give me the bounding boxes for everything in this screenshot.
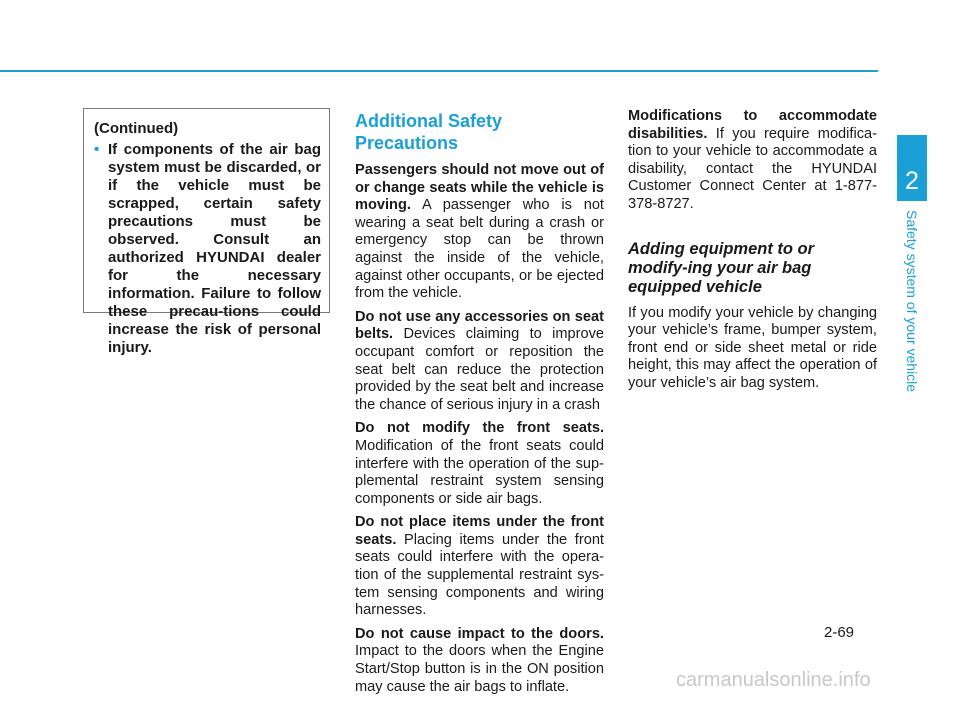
paragraph-text: Impact to the doors when the Engine Start/Stop button is in the ON position may cause the air bags to inflate.	[355, 643, 604, 695]
bullet-icon: •	[94, 141, 100, 158]
warning-item	[94, 141, 321, 357]
warning-box	[83, 108, 330, 356]
paragraph-text: A passenger who is not wearing a seat belt during a crash or emergency stop can be thrown against the inside of the vehicle, against other occupants, or be ejected from the vehicle.	[355, 197, 604, 302]
paragraph-lead: Modifications to accommodate disabilities.	[628, 108, 877, 142]
watermark-text: carmanualsonline.info	[676, 669, 871, 691]
paragraph-text: If you require modifica-tion to your vehicle to accommodate a disability, contact the HYUNDAI Customer Connect Center at 1-877-378-8727.	[628, 125, 877, 212]
chapter-title: Safety system of your vehicle	[904, 210, 920, 393]
paragraph	[355, 162, 604, 303]
page-number: 2-69	[824, 624, 855, 641]
subsection-heading: Adding equipment to or modify-ing your air bag equipped vehicle	[628, 239, 815, 296]
paragraph	[355, 514, 604, 620]
paragraph-text: Modification of the front seats could interfere with the operation of the sup-plemental restraint system sensing components or side air bags.	[355, 437, 604, 507]
continued-label: (Continued)	[94, 120, 179, 137]
paragraph-lead: Passengers should not move out of or change seats while the vehicle is moving.	[355, 162, 604, 214]
paragraph-lead: Do not cause impact to the doors.	[355, 625, 604, 642]
paragraph-text: If you modify your vehicle by changing your vehicle’s frame, bumper system, front end or side sheet metal or ride height, this may affect the operation of your vehicle’s air bag system.	[628, 304, 877, 391]
paragraph	[355, 309, 604, 415]
paragraph-text: Devices claiming to improve occupant comfort or reposition the seat belt can reduce the protection provided by the seat belt and increase the chance of serious injury in a crash	[355, 326, 604, 413]
paragraph	[628, 108, 877, 214]
paragraph	[355, 420, 604, 508]
section-title: Additional Safety Precautions	[355, 111, 503, 153]
warning-text: If components of the air bag system must be discarded, or if the vehicle must be scrapped, certain safety precautions must be observed. Consult an authorized HYUNDAI dealer for the necessary information. Failure to follow these precau-tions could increase the risk of personal injury.	[108, 141, 321, 356]
paragraph-lead: Do not place items under the front seats.	[355, 514, 604, 548]
paragraph-lead: Do not modify the front seats.	[355, 420, 604, 437]
column-right	[628, 108, 877, 399]
chapter-number: 2	[905, 167, 919, 195]
paragraph-text: Placing items under the front seats could interfere with the opera-tion of the supplemental restraint sys-tem sensing components and wiring harnesses.	[355, 531, 604, 619]
paragraph-lead: Do not use any accessories on seat belts.	[355, 308, 604, 343]
column-middle	[355, 108, 604, 702]
header-rule	[0, 70, 878, 72]
chapter-tab	[897, 135, 927, 201]
paragraph	[355, 626, 604, 696]
